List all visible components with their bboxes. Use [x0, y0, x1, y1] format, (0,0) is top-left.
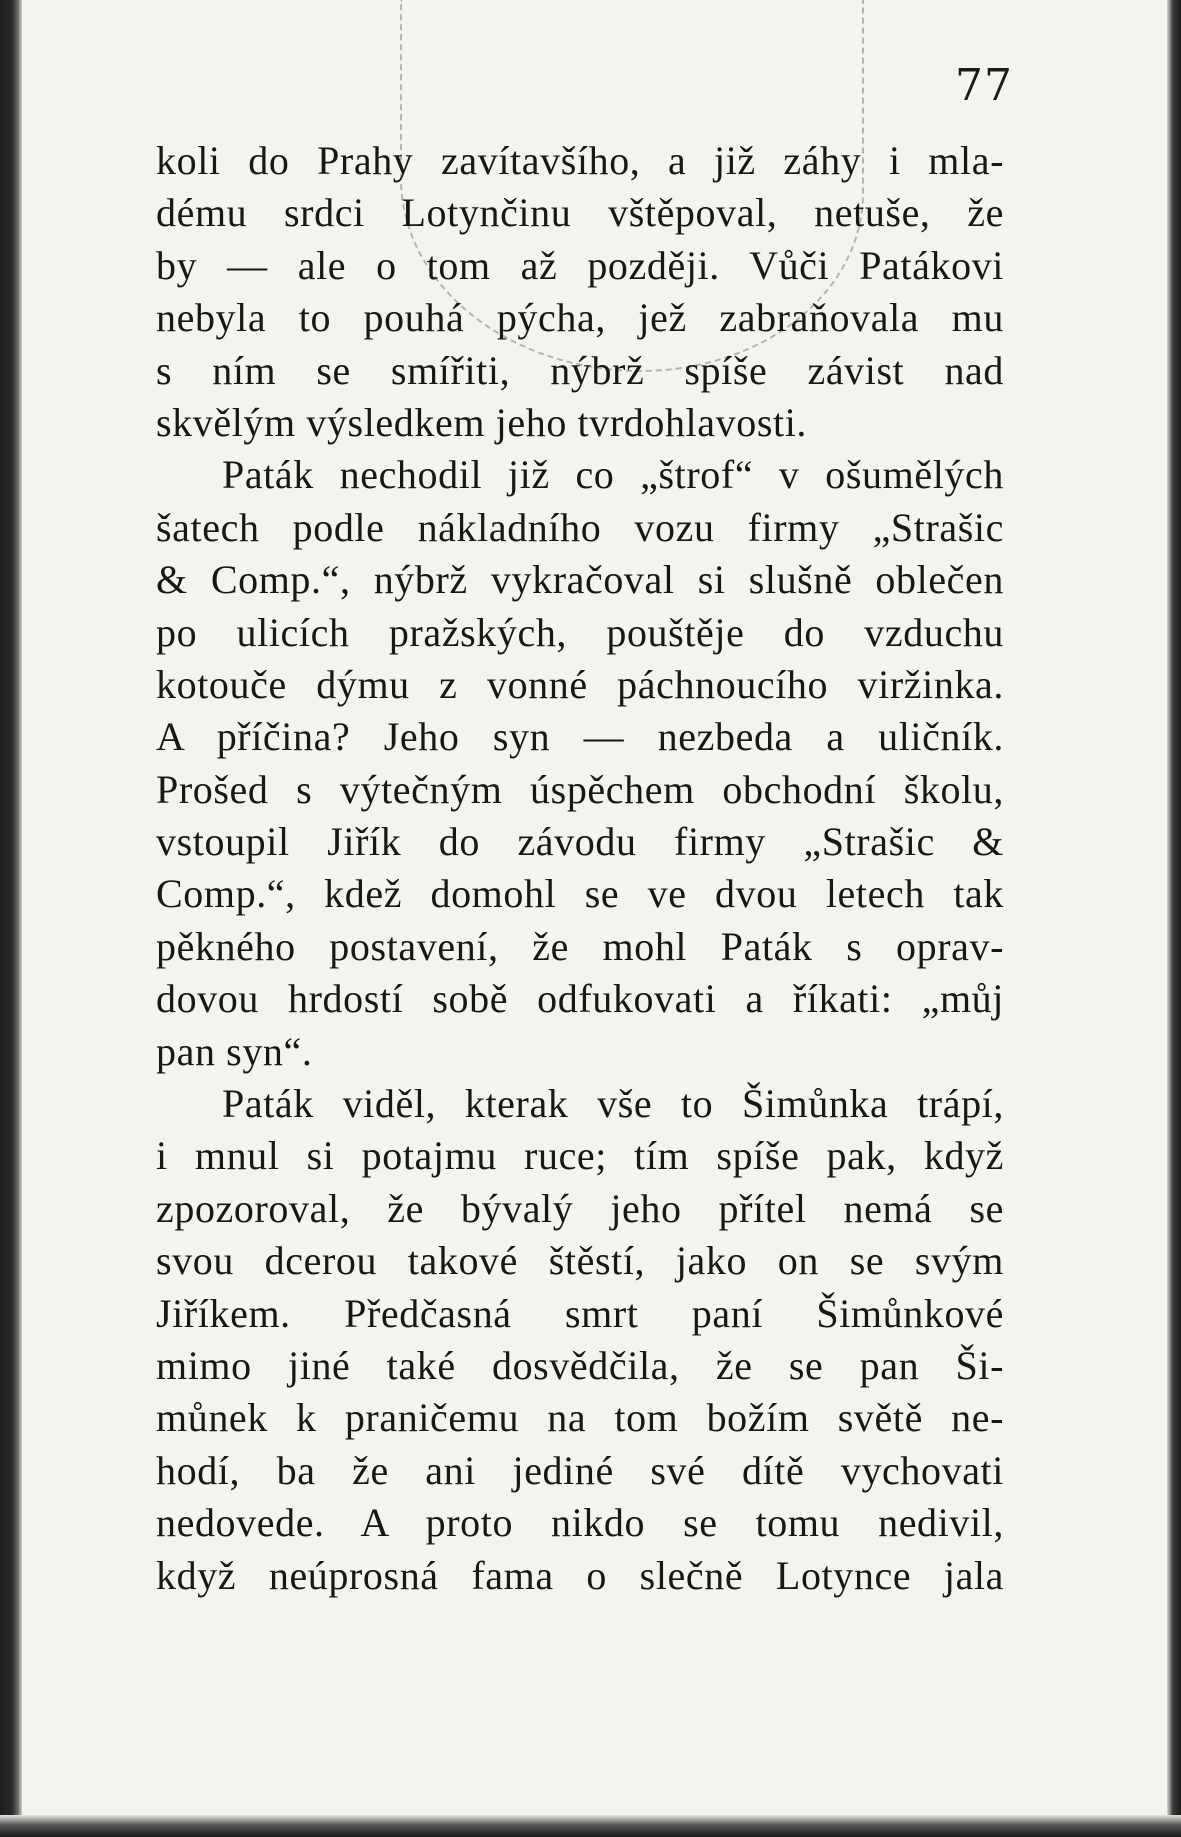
text-line: kotouče dýmu z vonné páchnoucího viržinka. — [156, 661, 1004, 707]
text-line: pan syn“. — [156, 1028, 313, 1074]
binding-shadow-left — [0, 0, 22, 1837]
text-line: Paták viděl, kterak vše to Šimůnka trápí, — [222, 1081, 1004, 1127]
text-line: s ním se smířiti, nýbrž spíše závist nad — [156, 347, 1004, 393]
page-number: 77 — [955, 60, 1013, 111]
text-line: skvělým výsledkem jeho tvrdohlavosti. — [156, 399, 808, 445]
text-line: svou dcerou takové štěstí, jako on se svým — [156, 1238, 1004, 1284]
text-line: & Comp.“, nýbrž vykračoval si slušně oblečen — [156, 557, 1004, 603]
body-text — [156, 135, 1004, 1602]
text-line: by — ale o tom až později. Vůči Patákovi — [156, 242, 1004, 288]
text-line: koli do Prahy zavítavšího, a již záhy i mla- — [156, 138, 1004, 183]
text-line: A příčina? Jeho syn — nezbeda a uličník. — [156, 714, 1004, 760]
text-line: zpozoroval, že bývalý jeho přítel nemá se — [156, 1185, 1004, 1231]
text-line: vstoupil Jiřík do závodu firmy „Strašic & — [156, 819, 1004, 865]
text-line: Prošed s výtečným úspěchem obchodní školu, — [156, 766, 1004, 812]
text-line: Comp.“, kdež domohl se ve dvou letech tak — [156, 871, 1004, 917]
text-line: nedovede. A proto nikdo se tomu nedivil, — [156, 1500, 1004, 1546]
text-line: po ulicích pražských, pouštěje do vzduchu — [156, 609, 1004, 655]
text-line: dovou hrdostí sobě odfukovati a říkati: „můj — [156, 976, 1004, 1022]
page-edge-right — [1167, 0, 1181, 1837]
text-line: dému srdci Lotynčinu vštěpoval, netuše, že — [156, 190, 1004, 236]
page-edge-bottom — [0, 1815, 1181, 1837]
text-line: hodí, ba že ani jediné své dítě vychovati — [156, 1447, 1004, 1493]
text-line: Paták nechodil již co „štrof“ v ošumělých — [222, 452, 1004, 498]
text-line: pěkného postavení, že mohl Paták s oprav- — [156, 923, 1004, 969]
text-line: i mnul si potajmu ruce; tím spíše pak, když — [156, 1133, 1004, 1179]
text-line: mimo jiné také dosvědčila, že se pan Ši- — [156, 1342, 1004, 1388]
text-line: nebyla to pouhá pýcha, jež zabraňovala mu — [156, 295, 1004, 341]
text-line: když neúprosná fama o slečně Lotynce jala — [156, 1552, 1004, 1598]
text-line: šatech podle nákladního vozu firmy „Strašic — [156, 504, 1004, 550]
text-line: můnek k praničemu na tom božím světě ne- — [156, 1395, 1004, 1441]
text-line: Jiříkem. Předčasná smrt paní Šimůnkové — [156, 1290, 1004, 1336]
